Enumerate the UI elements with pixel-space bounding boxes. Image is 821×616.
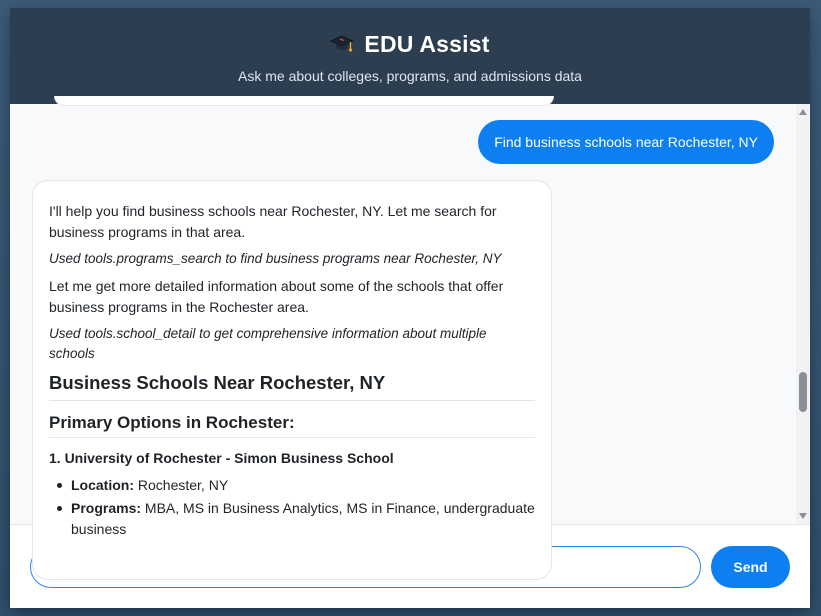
scroll-down-icon[interactable] bbox=[799, 513, 807, 519]
user-message: Find business schools near Rochester, NY bbox=[478, 120, 774, 164]
detail-label: Programs: bbox=[71, 500, 142, 516]
list-item bbox=[71, 498, 535, 540]
app-title: EDU Assist bbox=[364, 30, 490, 57]
send-button[interactable]: Send bbox=[711, 546, 790, 588]
scrollbar-thumb[interactable] bbox=[799, 372, 807, 412]
school-title: 1. University of Rochester - Simon Business School bbox=[49, 450, 394, 466]
previous-message-bubble bbox=[54, 96, 554, 106]
assistant-intro-text: I'll help you find business schools near Rochester, NY. Let me search for business programs in that area. bbox=[49, 203, 497, 240]
list-item bbox=[71, 475, 535, 496]
detail-value: MBA, MS in Business Analytics, MS in Finance, undergraduate business bbox=[71, 500, 535, 537]
detail-label: Location: bbox=[71, 477, 134, 493]
chat-scrollbar[interactable] bbox=[796, 104, 810, 524]
app-header bbox=[10, 8, 810, 104]
assistant-followup-text: Let me get more detailed information about some of the schools that offer business programs in the Rochester area. bbox=[49, 278, 504, 315]
results-subheading: Primary Options in Rochester: bbox=[49, 413, 535, 438]
school-details-list bbox=[49, 475, 535, 540]
title-row bbox=[330, 31, 489, 58]
results-heading: Business Schools Near Rochester, NY bbox=[49, 372, 535, 401]
assistant-message bbox=[32, 180, 552, 580]
graduation-cap-icon bbox=[330, 33, 354, 55]
detail-value: Rochester, NY bbox=[134, 477, 229, 493]
tool-usage-note: Used tools.school_detail to get comprehensive information about multiple schools bbox=[49, 326, 487, 361]
scroll-up-icon[interactable] bbox=[799, 109, 807, 115]
app-subtitle: Ask me about colleges, programs, and admissions data bbox=[238, 67, 582, 84]
message-list[interactable] bbox=[10, 104, 810, 537]
chat-window bbox=[10, 8, 810, 608]
tool-usage-note: Used tools.programs_search to find business programs near Rochester, NY bbox=[49, 251, 502, 266]
